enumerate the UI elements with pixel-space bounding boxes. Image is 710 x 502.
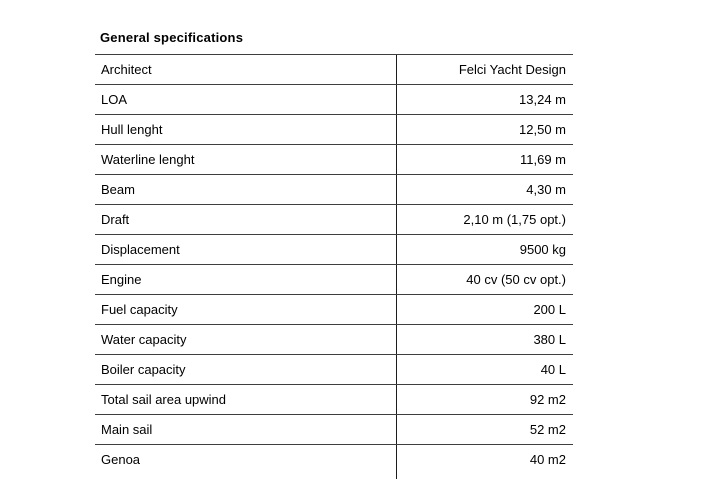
spec-label: Displacement bbox=[101, 242, 180, 257]
spec-value: 200 L bbox=[396, 295, 573, 324]
table-row bbox=[95, 414, 573, 444]
spec-label: Draft bbox=[101, 212, 130, 227]
spec-label: Boiler capacity bbox=[101, 362, 186, 377]
column-divider-tail bbox=[396, 474, 397, 479]
spec-value: 52 m2 bbox=[396, 415, 573, 444]
spec-label: Architect bbox=[101, 62, 152, 77]
table-row bbox=[95, 84, 573, 114]
spec-value: 2,10 m (1,75 opt.) bbox=[396, 205, 573, 234]
spec-label: LOA bbox=[101, 92, 128, 107]
table-row bbox=[95, 174, 573, 204]
spec-value: 380 L bbox=[396, 325, 573, 354]
table-row bbox=[95, 144, 573, 174]
table-row bbox=[95, 444, 573, 474]
spec-value: 92 m2 bbox=[396, 385, 573, 414]
spec-value: 9500 kg bbox=[396, 235, 573, 264]
page-title: General specifications bbox=[100, 30, 244, 45]
table-row bbox=[95, 234, 573, 264]
spec-label: Main sail bbox=[101, 422, 153, 437]
table-row bbox=[95, 354, 573, 384]
table-row bbox=[95, 324, 573, 354]
spec-value: Felci Yacht Design bbox=[396, 55, 573, 84]
table-row bbox=[95, 384, 573, 414]
spec-label: Waterline lenght bbox=[101, 152, 195, 167]
spec-label: Fuel capacity bbox=[101, 302, 178, 317]
table-row bbox=[95, 264, 573, 294]
spec-value: 11,69 m bbox=[396, 145, 573, 174]
spec-label: Water capacity bbox=[101, 332, 187, 347]
spec-label: Total sail area upwind bbox=[101, 392, 227, 407]
spec-value: 12,50 m bbox=[396, 115, 573, 144]
spec-label: Genoa bbox=[101, 452, 141, 467]
spec-value: 40 cv (50 cv opt.) bbox=[396, 265, 573, 294]
spec-label: Beam bbox=[101, 182, 135, 197]
specifications-table bbox=[95, 54, 573, 474]
spec-value: 40 m2 bbox=[396, 445, 573, 474]
spec-value: 40 L bbox=[396, 355, 573, 384]
spec-label: Hull lenght bbox=[101, 122, 163, 137]
table-row bbox=[95, 204, 573, 234]
table-row bbox=[95, 294, 573, 324]
table-row bbox=[95, 114, 573, 144]
spec-value: 4,30 m bbox=[396, 175, 573, 204]
spec-value: 13,24 m bbox=[396, 85, 573, 114]
table-row bbox=[95, 54, 573, 84]
spec-label: Engine bbox=[101, 272, 142, 287]
